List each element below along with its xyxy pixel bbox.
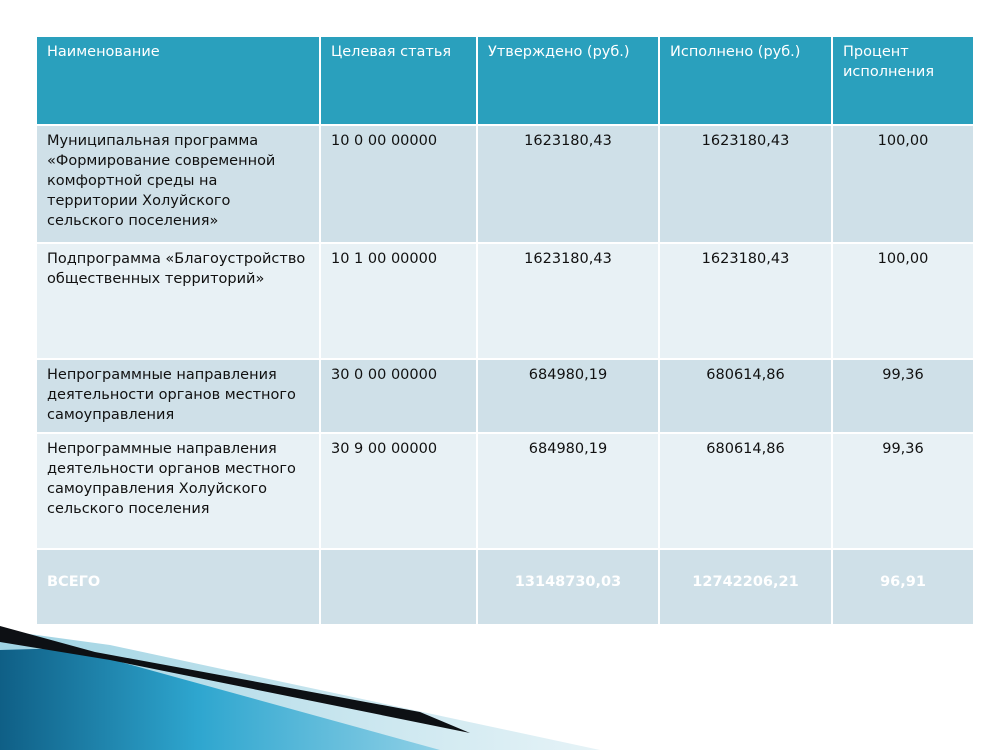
row-approved: 684980,19 (477, 359, 659, 433)
header-code: Целевая статья (320, 36, 477, 125)
row-name: Непрограммные направления деятельности органов местного самоуправления Холуйского сельского поселения (36, 433, 320, 549)
row-name: Непрограммные направления деятельности органов местного самоуправления (36, 359, 320, 433)
row-code: 30 9 00 00000 (320, 433, 477, 549)
row-name: Подпрограмма «Благоустройство общественных территорий» (36, 243, 320, 359)
row-code: 30 0 00 00000 (320, 359, 477, 433)
row-executed: 1623180,43 (659, 125, 832, 243)
row-percent: 99,36 (832, 359, 974, 433)
header-approved: Утверждено (руб.) (477, 36, 659, 125)
total-name: ВСЕГО (36, 549, 320, 625)
row-approved: 684980,19 (477, 433, 659, 549)
row-name: Муниципальная программа «Формирование современной комфортной среды на территории Холуйского сельского поселения» (36, 125, 320, 243)
header-percent: Процент исполнения (832, 36, 974, 125)
row-percent: 99,36 (832, 433, 974, 549)
header-executed: Исполнено (руб.) (659, 36, 832, 125)
header-name: Наименование (36, 36, 320, 125)
teal-swoosh-shape (0, 648, 440, 750)
total-executed: 12742206,21 (659, 549, 832, 625)
row-approved: 1623180,43 (477, 125, 659, 243)
row-code: 10 0 00 00000 (320, 125, 477, 243)
row-percent: 100,00 (832, 243, 974, 359)
row-executed: 680614,86 (659, 359, 832, 433)
row-executed: 1623180,43 (659, 243, 832, 359)
row-executed: 680614,86 (659, 433, 832, 549)
row-approved: 1623180,43 (477, 243, 659, 359)
total-percent: 96,91 (832, 549, 974, 625)
total-approved: 13148730,03 (477, 549, 659, 625)
row-code: 10 1 00 00000 (320, 243, 477, 359)
row-percent: 100,00 (832, 125, 974, 243)
